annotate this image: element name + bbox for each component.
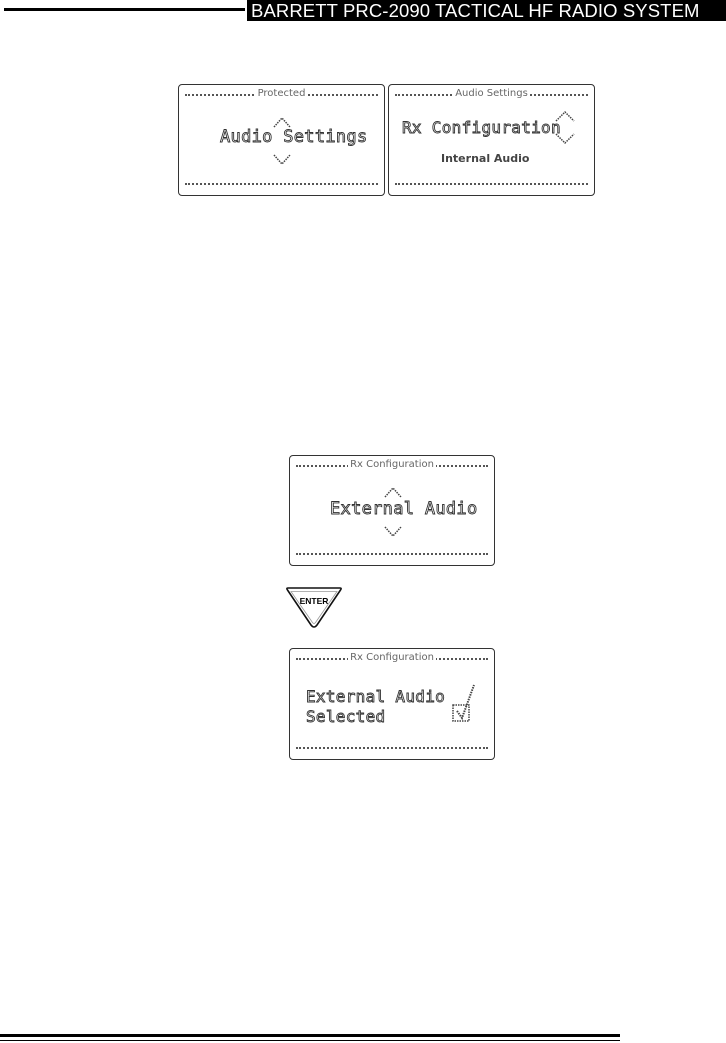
header-rule [4, 8, 245, 11]
lcd-screen-protected [178, 84, 385, 196]
lcd-main-text: External Audio [330, 499, 478, 519]
lcd-bottom-dotted-rule [395, 183, 588, 185]
lcd-screen-rx-select [289, 455, 495, 566]
lcd-selected-line-1: External Audio [306, 687, 446, 706]
lcd-bottom-dotted-rule [185, 183, 378, 185]
enter-key-icon [285, 585, 343, 629]
document-header-title: BARRETT PRC-2090 TACTICAL HF RADIO SYSTEM [247, 0, 726, 21]
lcd-screen-title: Rx Configuration [350, 459, 434, 470]
lcd-sub-text: Internal Audio [441, 152, 530, 165]
footer-rule [0, 1034, 620, 1037]
lcd-screen-title: Audio Settings [455, 88, 528, 99]
lcd-bottom-dotted-rule [296, 747, 488, 749]
lcd-screen-title: Rx Configuration [350, 652, 434, 663]
lcd-screen-title: Protected [257, 88, 306, 99]
enter-key-label: ENTER [299, 596, 329, 606]
lcd-main-text: Rx Configuration [402, 118, 561, 137]
lcd-bottom-dotted-rule [296, 553, 488, 555]
lcd-main-text: Audio Settings [220, 127, 368, 147]
footer-rule-thin [0, 1040, 620, 1041]
lcd-screen-rx-selected [289, 648, 495, 760]
checkbox-tick-icon [450, 681, 478, 727]
lcd-screen-audio-settings [388, 84, 595, 196]
lcd-selected-line-2: Selected [306, 707, 386, 726]
scroll-up-down-icon [553, 107, 577, 147]
